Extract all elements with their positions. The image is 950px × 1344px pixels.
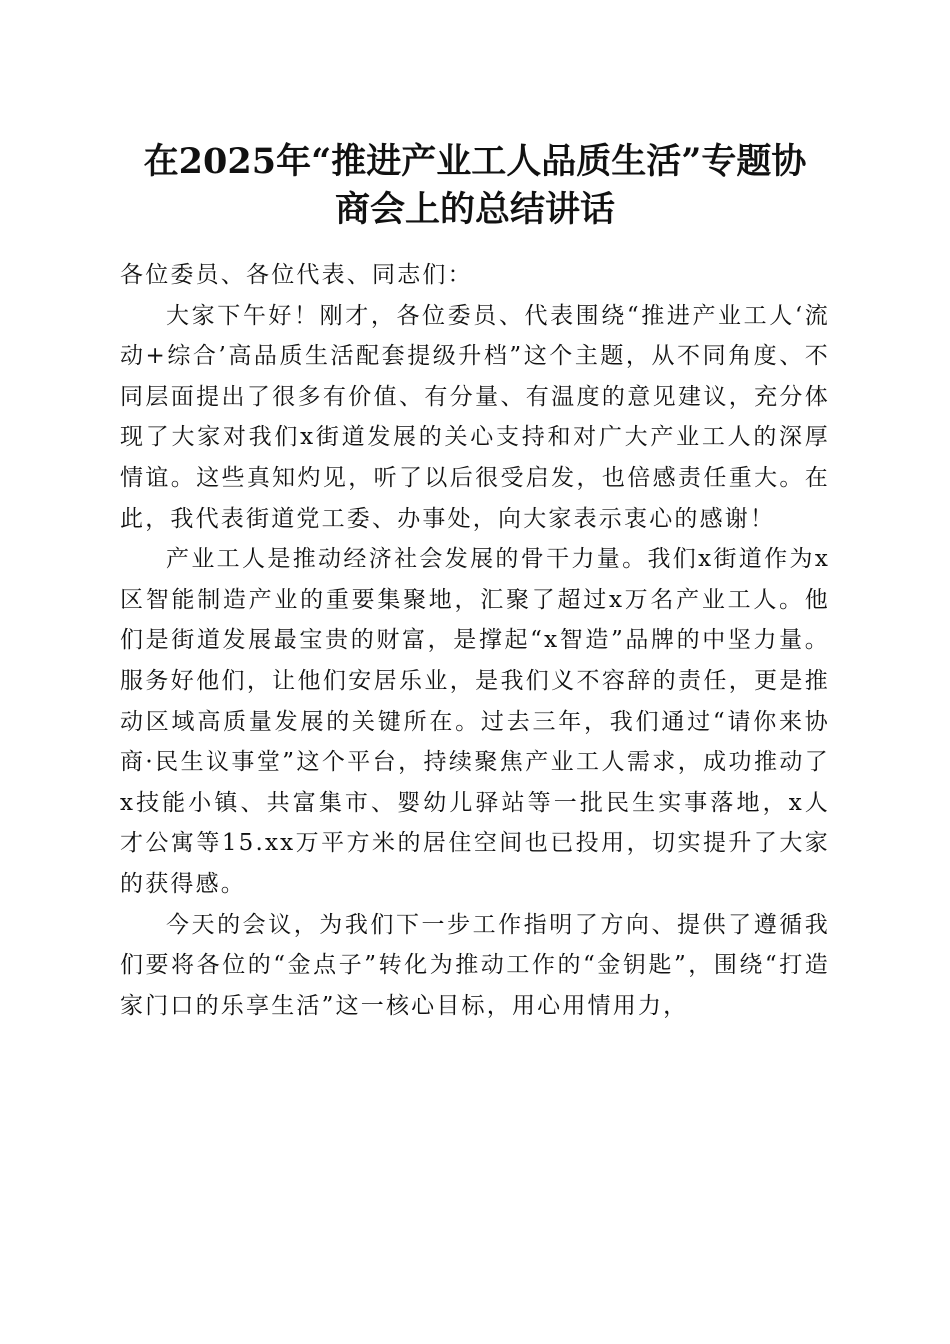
paragraph-1: 大家下午好！刚才，各位委员、代表围绕“推进产业工人‘流动+综合’高品质生活配套提级升档”这个主题，从不同角度、不同层面提出了很多有价值、有分量、有温度的意见建议，充分体现了大家对我们x街道发展的关心支持和对广大产业工人的深厚情谊。这些真知灼见，听了以后很受启发，也倍感责任重大。在此，我代表街道党工委、办事处，向大家表示衷心的感谢！ <box>120 302 830 532</box>
document-title <box>100 138 850 234</box>
document-body <box>120 255 830 1026</box>
title-line-2: 商会上的总结讲话 <box>334 189 615 230</box>
paragraph-3: 今天的会议，为我们下一步工作指明了方向、提供了遵循我们要将各位的“金点子”转化为推动工作的“金钥匙”，围绕“打造家门口的乐享生活”这一核心目标，用心用情用力， <box>120 911 830 1019</box>
title-line-1: 在2025年“推进产业工人品质生活”专题协 <box>143 141 807 182</box>
salutation: 各位委员、各位代表、同志们： <box>120 262 473 288</box>
paragraph-2: 产业工人是推动经济社会发展的骨干力量。我们x街道作为x区智能制造产业的重要集聚地，汇聚了超过x万名产业工人。他们是街道发展最宝贵的财富，是撑起“x智造”品牌的中坚力量。服务好他们，让他们安居乐业，是我们义不容辞的责任，更是推动区域高质量发展的关键所在。过去三年，我们通过“请你来协商·民生议事堂”这个平台，持续聚焦产业工人需求，成功推动了x技能小镇、共富集市、婴幼儿驿站等一批民生实事落地，x人才公寓等15.xx万平方米的居住空间也已投用，切实提升了大家的获得感。 <box>120 546 830 897</box>
